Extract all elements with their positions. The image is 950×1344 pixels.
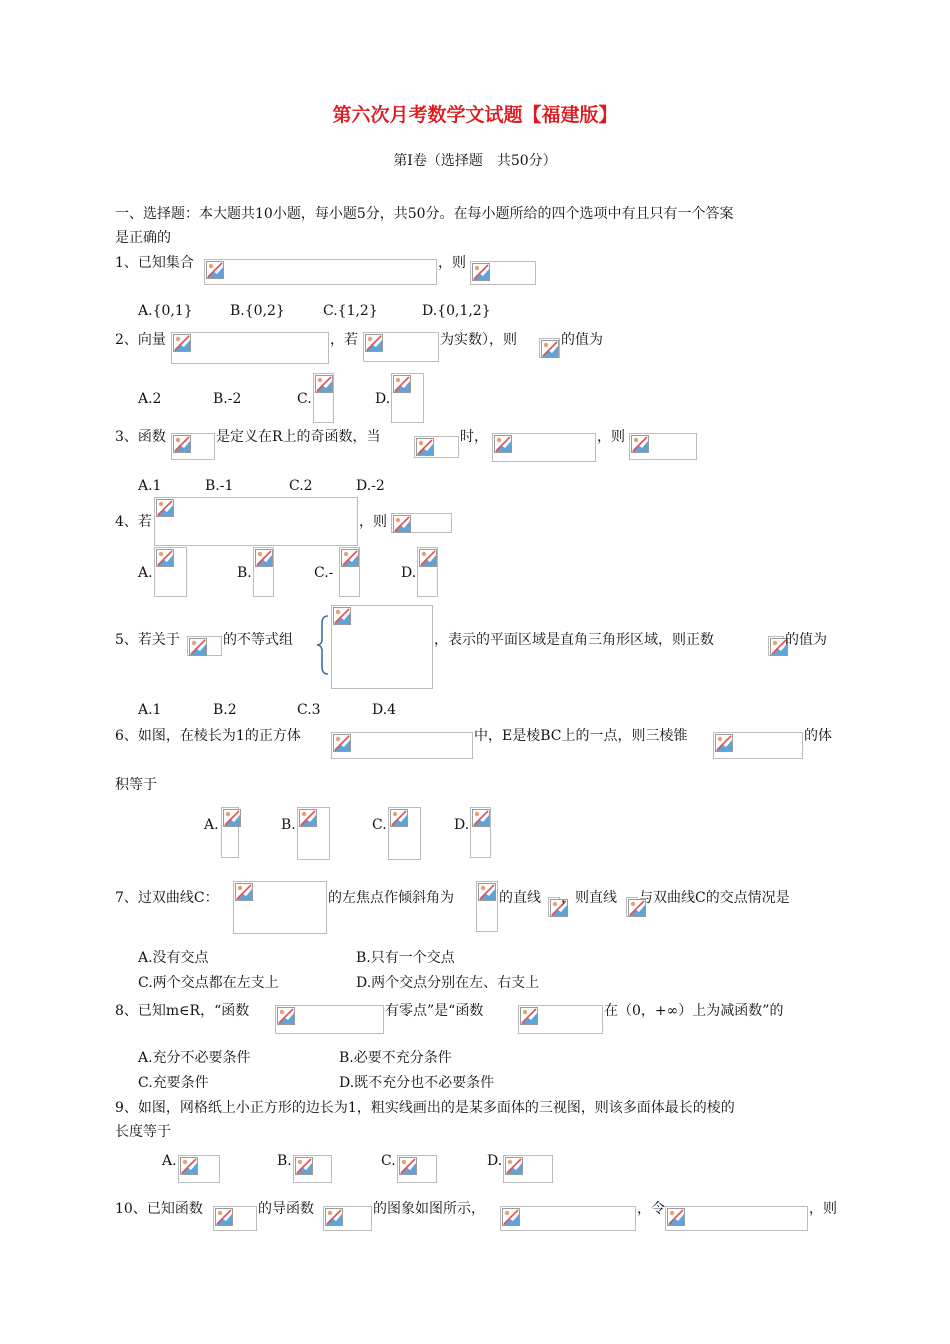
- q8-stem-mid: 有零点”是“函数: [385, 1003, 484, 1019]
- q3-stem-mid2: 时，: [460, 429, 488, 445]
- formula-image: [476, 881, 498, 932]
- q8-stem-end: 在（0，+∞）上为减函数”的: [604, 1003, 784, 1019]
- formula-image: [233, 881, 327, 934]
- page-title: 第六次月考数学文试题【福建版】: [332, 104, 618, 126]
- broken-image-icon: [295, 1157, 313, 1175]
- q3-option-c: C.2: [289, 478, 313, 494]
- q2-stem-mid1: ，若: [330, 332, 358, 348]
- q7-option-b: B.只有一个交点: [356, 950, 455, 966]
- section-subtitle: 第Ⅰ卷（选择题 共50分）: [393, 153, 557, 169]
- q2-stem-mid2: 为实数），则: [440, 332, 517, 348]
- formula-image: [297, 807, 330, 860]
- formula-image: [331, 732, 473, 759]
- q7-stem-mid2: 的直线: [499, 890, 541, 906]
- formula-image: [539, 338, 560, 358]
- q9-option-c: C.: [381, 1153, 396, 1169]
- broken-image-icon: [255, 549, 273, 567]
- q5-stem-end: 的值为: [785, 632, 827, 648]
- formula-image: [391, 373, 424, 423]
- q5-option-c: C.3: [297, 702, 321, 718]
- broken-image-icon: [325, 1208, 343, 1226]
- q4-option-d: D.: [401, 565, 417, 581]
- broken-image-icon: [206, 261, 224, 279]
- formula-image: [171, 433, 215, 460]
- formula-image: [470, 807, 491, 858]
- q9-stem-line2: 长度等于: [115, 1124, 171, 1140]
- q6-stem-end: 的体: [804, 728, 832, 744]
- q7-option-c: C.两个交点都在左支上: [138, 975, 279, 991]
- broken-image-icon: [520, 1007, 538, 1025]
- formula-image: [629, 433, 697, 460]
- broken-image-icon: [333, 607, 351, 625]
- q6-option-a: A.: [204, 817, 219, 833]
- q2-stem-start: 2、向量: [115, 332, 166, 348]
- formula-image: [154, 547, 187, 597]
- formula-image: [363, 332, 439, 362]
- q6-option-b: B.: [281, 817, 296, 833]
- broken-image-icon: [472, 263, 490, 281]
- broken-image-icon: [667, 1208, 685, 1226]
- broken-image-icon: [173, 334, 191, 352]
- formula-image: [626, 897, 638, 917]
- formula-image: [204, 259, 437, 285]
- q7-stem-end: 与双曲线C的交点情况是: [639, 890, 790, 906]
- broken-image-icon: [223, 809, 241, 827]
- formula-image: [171, 332, 329, 364]
- broken-image-icon: [419, 549, 437, 567]
- formula-image: [417, 547, 438, 597]
- broken-image-icon: [390, 809, 408, 827]
- broken-image-icon: [478, 883, 496, 901]
- formula-image: [154, 497, 358, 546]
- q9-option-b: B.: [277, 1153, 292, 1169]
- q9-stem-line1: 9、如图，网格纸上小正方形的边长为1，粗实线画出的是某多面体的三视图，则该多面体最长的棱的: [115, 1100, 735, 1116]
- formula-image: [768, 636, 784, 656]
- q10-stem-mid3: ，令: [637, 1201, 665, 1217]
- q1-option-b: B.{0,2}: [230, 303, 285, 319]
- instructions-line-1: 一、选择题：本大题共10小题，每小题5分，共50分。在每小题所给的四个选项中有且只有一个答案: [115, 206, 734, 222]
- formula-image: [492, 433, 596, 462]
- broken-image-icon: [299, 809, 317, 827]
- q1-stem-start: 1、已知集合: [115, 255, 194, 271]
- q7-option-a: A.没有交点: [138, 950, 209, 966]
- broken-image-icon: [393, 375, 411, 393]
- q4-option-a: A.: [138, 565, 153, 581]
- formula-image: [313, 373, 334, 423]
- q3-option-a: A.1: [138, 478, 162, 494]
- broken-image-icon: [235, 883, 253, 901]
- q9-option-d: D.: [487, 1153, 503, 1169]
- q4-stem-mid: ，则: [359, 514, 387, 530]
- formula-image: [178, 1155, 220, 1183]
- q8-option-d: D.既不充分也不必要条件: [339, 1075, 495, 1091]
- broken-image-icon: [156, 549, 174, 567]
- formula-image: [253, 547, 274, 597]
- q6-stem-start: 6、如图，在棱长为1的正方体: [115, 728, 301, 744]
- broken-image-icon: [505, 1157, 523, 1175]
- q7-stem-mid3: ，则直线: [561, 890, 617, 906]
- formula-image: [187, 636, 222, 656]
- q1-option-c: C.{1,2}: [323, 303, 378, 319]
- formula-image: [213, 1206, 257, 1231]
- q7-option-d: D.两个交点分别在左、右支上: [356, 975, 540, 991]
- q3-stem-start: 3、函数: [115, 429, 166, 445]
- broken-image-icon: [341, 549, 359, 567]
- q1-option-a: A.{0,1}: [138, 303, 193, 319]
- broken-image-icon: [715, 734, 733, 752]
- broken-image-icon: [180, 1157, 198, 1175]
- q4-option-c: C.-: [314, 565, 334, 581]
- formula-image: [414, 436, 459, 458]
- formula-image: [339, 547, 360, 597]
- q5-stem-mid: 的不等式组: [223, 632, 293, 648]
- broken-image-icon: [502, 1208, 520, 1226]
- q5-option-d: D.4: [372, 702, 397, 718]
- q3-option-b: B.-1: [205, 478, 234, 494]
- formula-image: [518, 1005, 603, 1034]
- broken-image-icon: [277, 1007, 295, 1025]
- q8-option-b: B.必要不充分条件: [339, 1050, 452, 1066]
- broken-image-icon: [215, 1208, 233, 1226]
- formula-image: [548, 897, 560, 917]
- q6-stem-mid: 中，E是棱BC上的一点，则三棱锥: [474, 728, 688, 744]
- q2-option-b: B.-2: [213, 391, 242, 407]
- broken-image-icon: [631, 435, 649, 453]
- q2-option-d: D.: [375, 391, 391, 407]
- formula-image: [221, 807, 239, 858]
- formula-image: [293, 1155, 332, 1183]
- q10-stem-start: 10、已知函数: [115, 1201, 203, 1217]
- q6-stem-line2: 积等于: [115, 777, 157, 793]
- q5-stem-start: 5、若关于: [115, 632, 180, 648]
- formula-image: [665, 1206, 808, 1231]
- broken-image-icon: [173, 435, 191, 453]
- q5-option-a: A.1: [138, 702, 162, 718]
- left-brace: [315, 614, 331, 676]
- q6-option-d: D.: [454, 817, 470, 833]
- q7-stem-start: 7、过双曲线C：: [115, 890, 219, 906]
- broken-image-icon: [333, 734, 351, 752]
- q4-option-b: B.: [237, 565, 252, 581]
- formula-image: [388, 807, 421, 860]
- q1-stem-mid: ，则: [438, 255, 466, 271]
- q6-option-c: C.: [372, 817, 387, 833]
- formula-image: [713, 732, 803, 759]
- broken-image-icon: [156, 499, 174, 517]
- q2-option-c: C.: [297, 391, 312, 407]
- formula-image: [391, 513, 452, 533]
- q10-stem-mid1: 的导函数: [258, 1201, 314, 1217]
- broken-image-icon: [494, 435, 512, 453]
- broken-image-icon: [365, 334, 383, 352]
- broken-image-icon: [393, 515, 411, 533]
- formula-image: [331, 605, 433, 689]
- q5-option-b: B.2: [213, 702, 237, 718]
- broken-image-icon: [416, 438, 434, 456]
- q2-option-a: A.2: [138, 391, 162, 407]
- q3-stem-mid1: 是定义在R上的奇函数，当: [216, 429, 381, 445]
- broken-image-icon: [315, 375, 333, 393]
- q5-stem-mid2: ，表示的平面区域是直角三角形区域，则正数: [434, 632, 714, 648]
- formula-image: [323, 1206, 372, 1231]
- formula-image: [470, 261, 536, 285]
- instructions-line-2: 是正确的: [115, 230, 171, 246]
- broken-image-icon: [189, 638, 207, 656]
- q3-stem-mid3: ，则: [597, 429, 625, 445]
- q7-stem-mid1: 的左焦点作倾斜角为: [328, 890, 454, 906]
- q10-stem-end: ，则: [809, 1201, 837, 1217]
- q4-stem-start: 4、若: [115, 514, 152, 530]
- q3-option-d: D.-2: [356, 478, 385, 494]
- formula-image: [503, 1155, 553, 1183]
- formula-image: [275, 1005, 384, 1034]
- formula-image: [397, 1155, 437, 1183]
- broken-image-icon: [399, 1157, 417, 1175]
- q8-option-a: A.充分不必要条件: [138, 1050, 251, 1066]
- formula-image: [500, 1206, 636, 1231]
- q9-option-a: A.: [162, 1153, 177, 1169]
- q8-stem-start: 8、已知m∈R，“函数: [115, 1003, 250, 1019]
- q10-stem-mid2: 的图象如图所示，: [373, 1201, 485, 1217]
- broken-image-icon: [541, 340, 559, 358]
- q1-option-d: D.{0,1,2}: [422, 303, 491, 319]
- broken-image-icon: [472, 809, 490, 827]
- q8-option-c: C.充要条件: [138, 1075, 209, 1091]
- q2-stem-end: 的值为: [561, 332, 603, 348]
